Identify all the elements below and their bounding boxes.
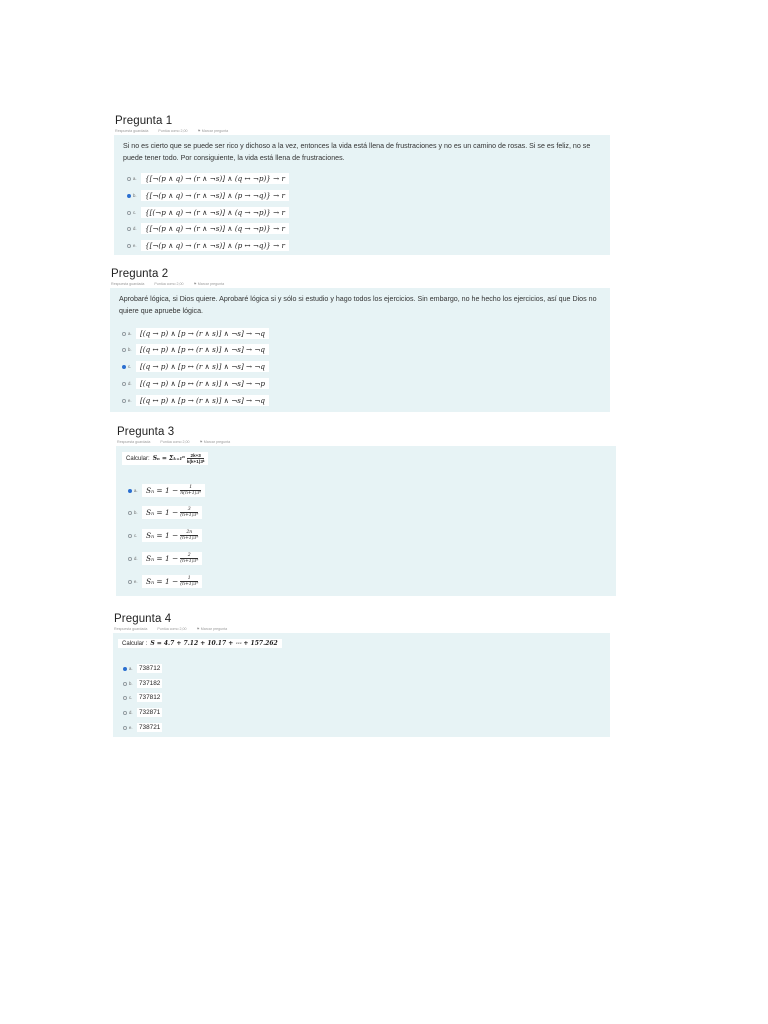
option-expression: Sₙ = 1 − $\frac{3}{\text{(n+1)3ⁿ}}$ bbox=[142, 506, 202, 519]
question-panel bbox=[113, 633, 610, 737]
option-expression: [(q → p) ∧ [p → (r ∧ s)] ∧ ¬s] → ¬q bbox=[136, 328, 269, 339]
radio-button[interactable] bbox=[122, 348, 126, 352]
option-expression: {[¬(p ∧ q) → (r ∧ ¬s)] ∧ (q ↔ ¬p)} → r bbox=[141, 173, 289, 184]
option-c[interactable]: c. {[(¬p ∧ q) → (r ∧ ¬s)] ∧ (q → ¬p)} → r bbox=[127, 207, 289, 218]
score-text: Puntúa como 2,00 bbox=[160, 440, 190, 444]
radio-button[interactable] bbox=[127, 177, 131, 181]
radio-button[interactable] bbox=[128, 511, 132, 515]
radio-button[interactable] bbox=[123, 682, 127, 686]
option-a[interactable]: a. 738712 bbox=[123, 664, 162, 673]
status-text: Respuesta guardada bbox=[111, 282, 145, 286]
radio-button-selected[interactable] bbox=[122, 365, 126, 369]
option-expression: {[¬(p ∧ q) → (r ∧ ¬s)] ∧ (p → ¬q)} → r bbox=[141, 190, 289, 201]
radio-button[interactable] bbox=[122, 399, 126, 403]
option-value: 737182 bbox=[139, 680, 161, 687]
option-expression: [(q → p) ∧ [p ↔ (r ∧ s)] ∧ ¬s] → ¬q bbox=[136, 361, 269, 372]
radio-button[interactable] bbox=[122, 332, 126, 336]
flag-question-link[interactable]: ⚑ Marcar pregunta bbox=[199, 440, 231, 444]
question-title: Pregunta 3 bbox=[117, 426, 175, 438]
radio-button-selected[interactable] bbox=[127, 194, 131, 198]
question-meta bbox=[114, 627, 227, 631]
option-expression: {[(¬p ∧ q) → (r ∧ ¬s)] ∧ (q → ¬p)} → r bbox=[141, 207, 289, 218]
question-title: Pregunta 2 bbox=[111, 268, 169, 280]
option-d[interactable]: d. 732871 bbox=[123, 708, 162, 717]
question-formula: Calcular : S = 4.7 + 7.12 + 10.17 + ⋯ + 157.262 bbox=[118, 639, 282, 648]
option-c[interactable]: c. 737812 bbox=[123, 693, 162, 702]
option-expression: [(q ↔ p) ∧ [p → (r ∧ s)] ∧ ¬s] → ¬q bbox=[136, 395, 269, 406]
option-expression: [(q ↔ p) ∧ [p ↔ (r ∧ s)] ∧ ¬s] → ¬q bbox=[136, 344, 269, 355]
option-c[interactable]: c. Sₙ = 1 − $\frac{2n}{\text{(n+1)3ⁿ}}$ bbox=[128, 529, 202, 542]
option-value: 732871 bbox=[139, 709, 161, 716]
question-meta bbox=[115, 129, 228, 133]
radio-button[interactable] bbox=[128, 557, 132, 561]
option-e[interactable]: e. 738721 bbox=[123, 723, 162, 732]
option-value: 738712 bbox=[139, 665, 161, 672]
question-text: Si no es cierto que se puede ser rico y dichoso a la vez, entonces la vida está llena de frustraciones y no es un camino de rosas. Si se es feliz, no se puede tener todo. Por consiguiente, la vida está llena de frustraciones. bbox=[123, 142, 591, 162]
status-text: Respuesta guardada bbox=[114, 627, 148, 631]
option-expression: Sₙ = 1 − $\frac{1}{\text{n(n+1)3ⁿ}}$ bbox=[142, 484, 205, 497]
option-e[interactable]: e. Sₙ = 1 − $\frac{1}{\text{(n+1)3ⁿ}}$ bbox=[128, 575, 202, 588]
option-e[interactable]: e. {[¬(p ∧ q) → (r ∧ ¬s)] ∧ (p ↔ ¬q)} → r bbox=[127, 240, 289, 251]
radio-button[interactable] bbox=[128, 534, 132, 538]
flag-question-link[interactable]: ⚑ Marcar pregunta bbox=[197, 129, 229, 133]
option-expression: Sₙ = 1 − $\frac{2}{\text{(n+1)3ⁿ}}$ bbox=[142, 552, 202, 565]
score-text: Puntúa como 2,00 bbox=[158, 129, 188, 133]
flag-question-link[interactable]: ⚑ Marcar pregunta bbox=[193, 282, 225, 286]
radio-button[interactable] bbox=[123, 711, 127, 715]
option-e[interactable]: e. [(q ↔ p) ∧ [p → (r ∧ s)] ∧ ¬s] → ¬q bbox=[122, 395, 269, 406]
option-a[interactable]: a. {[¬(p ∧ q) → (r ∧ ¬s)] ∧ (q ↔ ¬p)} → r bbox=[127, 173, 289, 184]
radio-button[interactable] bbox=[127, 211, 131, 215]
question-formula: Calcular: Sₙ = Σₖ₌₁ⁿ $\frac{2k+3}{\text{k(k+1)3ᵏ}}$ bbox=[122, 452, 208, 465]
option-b[interactable]: b. 737182 bbox=[123, 679, 162, 688]
question-text: Aprobaré lógica, si Dios quiere. Aprobaré lógica si y sólo si estudio y hago todos los ejercicios. Sin embargo, no he hecho los ejercicios, así que Dios no quiere que apruebe lógica. bbox=[119, 295, 597, 315]
status-text: Respuesta guardada bbox=[115, 129, 149, 133]
option-expression: {[¬(p ∧ q) → (r ∧ ¬s)] ∧ (p ↔ ¬q)} → r bbox=[141, 240, 289, 251]
radio-button-selected[interactable] bbox=[128, 489, 132, 493]
option-b[interactable]: b. {[¬(p ∧ q) → (r ∧ ¬s)] ∧ (p → ¬q)} → r bbox=[127, 190, 289, 201]
option-b[interactable]: b. [(q ↔ p) ∧ [p ↔ (r ∧ s)] ∧ ¬s] → ¬q bbox=[122, 344, 269, 355]
option-expression: [(q → p) ∧ [p ↔ (r ∧ s)] ∧ ¬s] → ¬p bbox=[136, 378, 269, 389]
option-a[interactable]: a. Sₙ = 1 − $\frac{1}{\text{n(n+1)3ⁿ}}$ bbox=[128, 484, 205, 497]
option-c[interactable]: c. [(q → p) ∧ [p ↔ (r ∧ s)] ∧ ¬s] → ¬q bbox=[122, 361, 269, 372]
question-panel bbox=[116, 446, 616, 596]
question-meta bbox=[111, 282, 224, 286]
option-d[interactable]: d. Sₙ = 1 − $\frac{2}{\text{(n+1)3ⁿ}}$ bbox=[128, 552, 202, 565]
radio-button-selected[interactable] bbox=[123, 667, 127, 671]
question-panel bbox=[114, 135, 610, 255]
option-expression: {[¬(p ∧ q) → (r ∧ ¬s)] ∧ (q → ¬p)} → r bbox=[141, 223, 289, 234]
option-d[interactable]: d. [(q → p) ∧ [p ↔ (r ∧ s)] ∧ ¬s] → ¬p bbox=[122, 378, 269, 389]
radio-button[interactable] bbox=[127, 227, 131, 231]
radio-button[interactable] bbox=[123, 696, 127, 700]
question-title: Pregunta 1 bbox=[115, 115, 173, 127]
option-d[interactable]: d. {[¬(p ∧ q) → (r ∧ ¬s)] ∧ (q → ¬p)} → r bbox=[127, 223, 289, 234]
option-value: 738721 bbox=[139, 724, 161, 731]
option-expression: Sₙ = 1 − $\frac{1}{\text{(n+1)3ⁿ}}$ bbox=[142, 575, 202, 588]
score-text: Puntúa como 2,00 bbox=[154, 282, 184, 286]
flag-question-link[interactable]: ⚑ Marcar pregunta bbox=[196, 627, 228, 631]
score-text: Puntúa como 2,00 bbox=[157, 627, 187, 631]
option-value: 737812 bbox=[139, 694, 161, 701]
option-b[interactable]: b. Sₙ = 1 − $\frac{3}{\text{(n+1)3ⁿ}}$ bbox=[128, 506, 202, 519]
radio-button[interactable] bbox=[122, 382, 126, 386]
radio-button[interactable] bbox=[123, 726, 127, 730]
radio-button[interactable] bbox=[128, 580, 132, 584]
status-text: Respuesta guardada bbox=[117, 440, 151, 444]
question-title: Pregunta 4 bbox=[114, 613, 172, 625]
question-panel bbox=[110, 288, 610, 412]
option-a[interactable]: a. [(q → p) ∧ [p → (r ∧ s)] ∧ ¬s] → ¬q bbox=[122, 328, 269, 339]
question-meta bbox=[117, 440, 230, 444]
option-expression: Sₙ = 1 − $\frac{2n}{\text{(n+1)3ⁿ}}$ bbox=[142, 529, 202, 542]
radio-button[interactable] bbox=[127, 244, 131, 248]
